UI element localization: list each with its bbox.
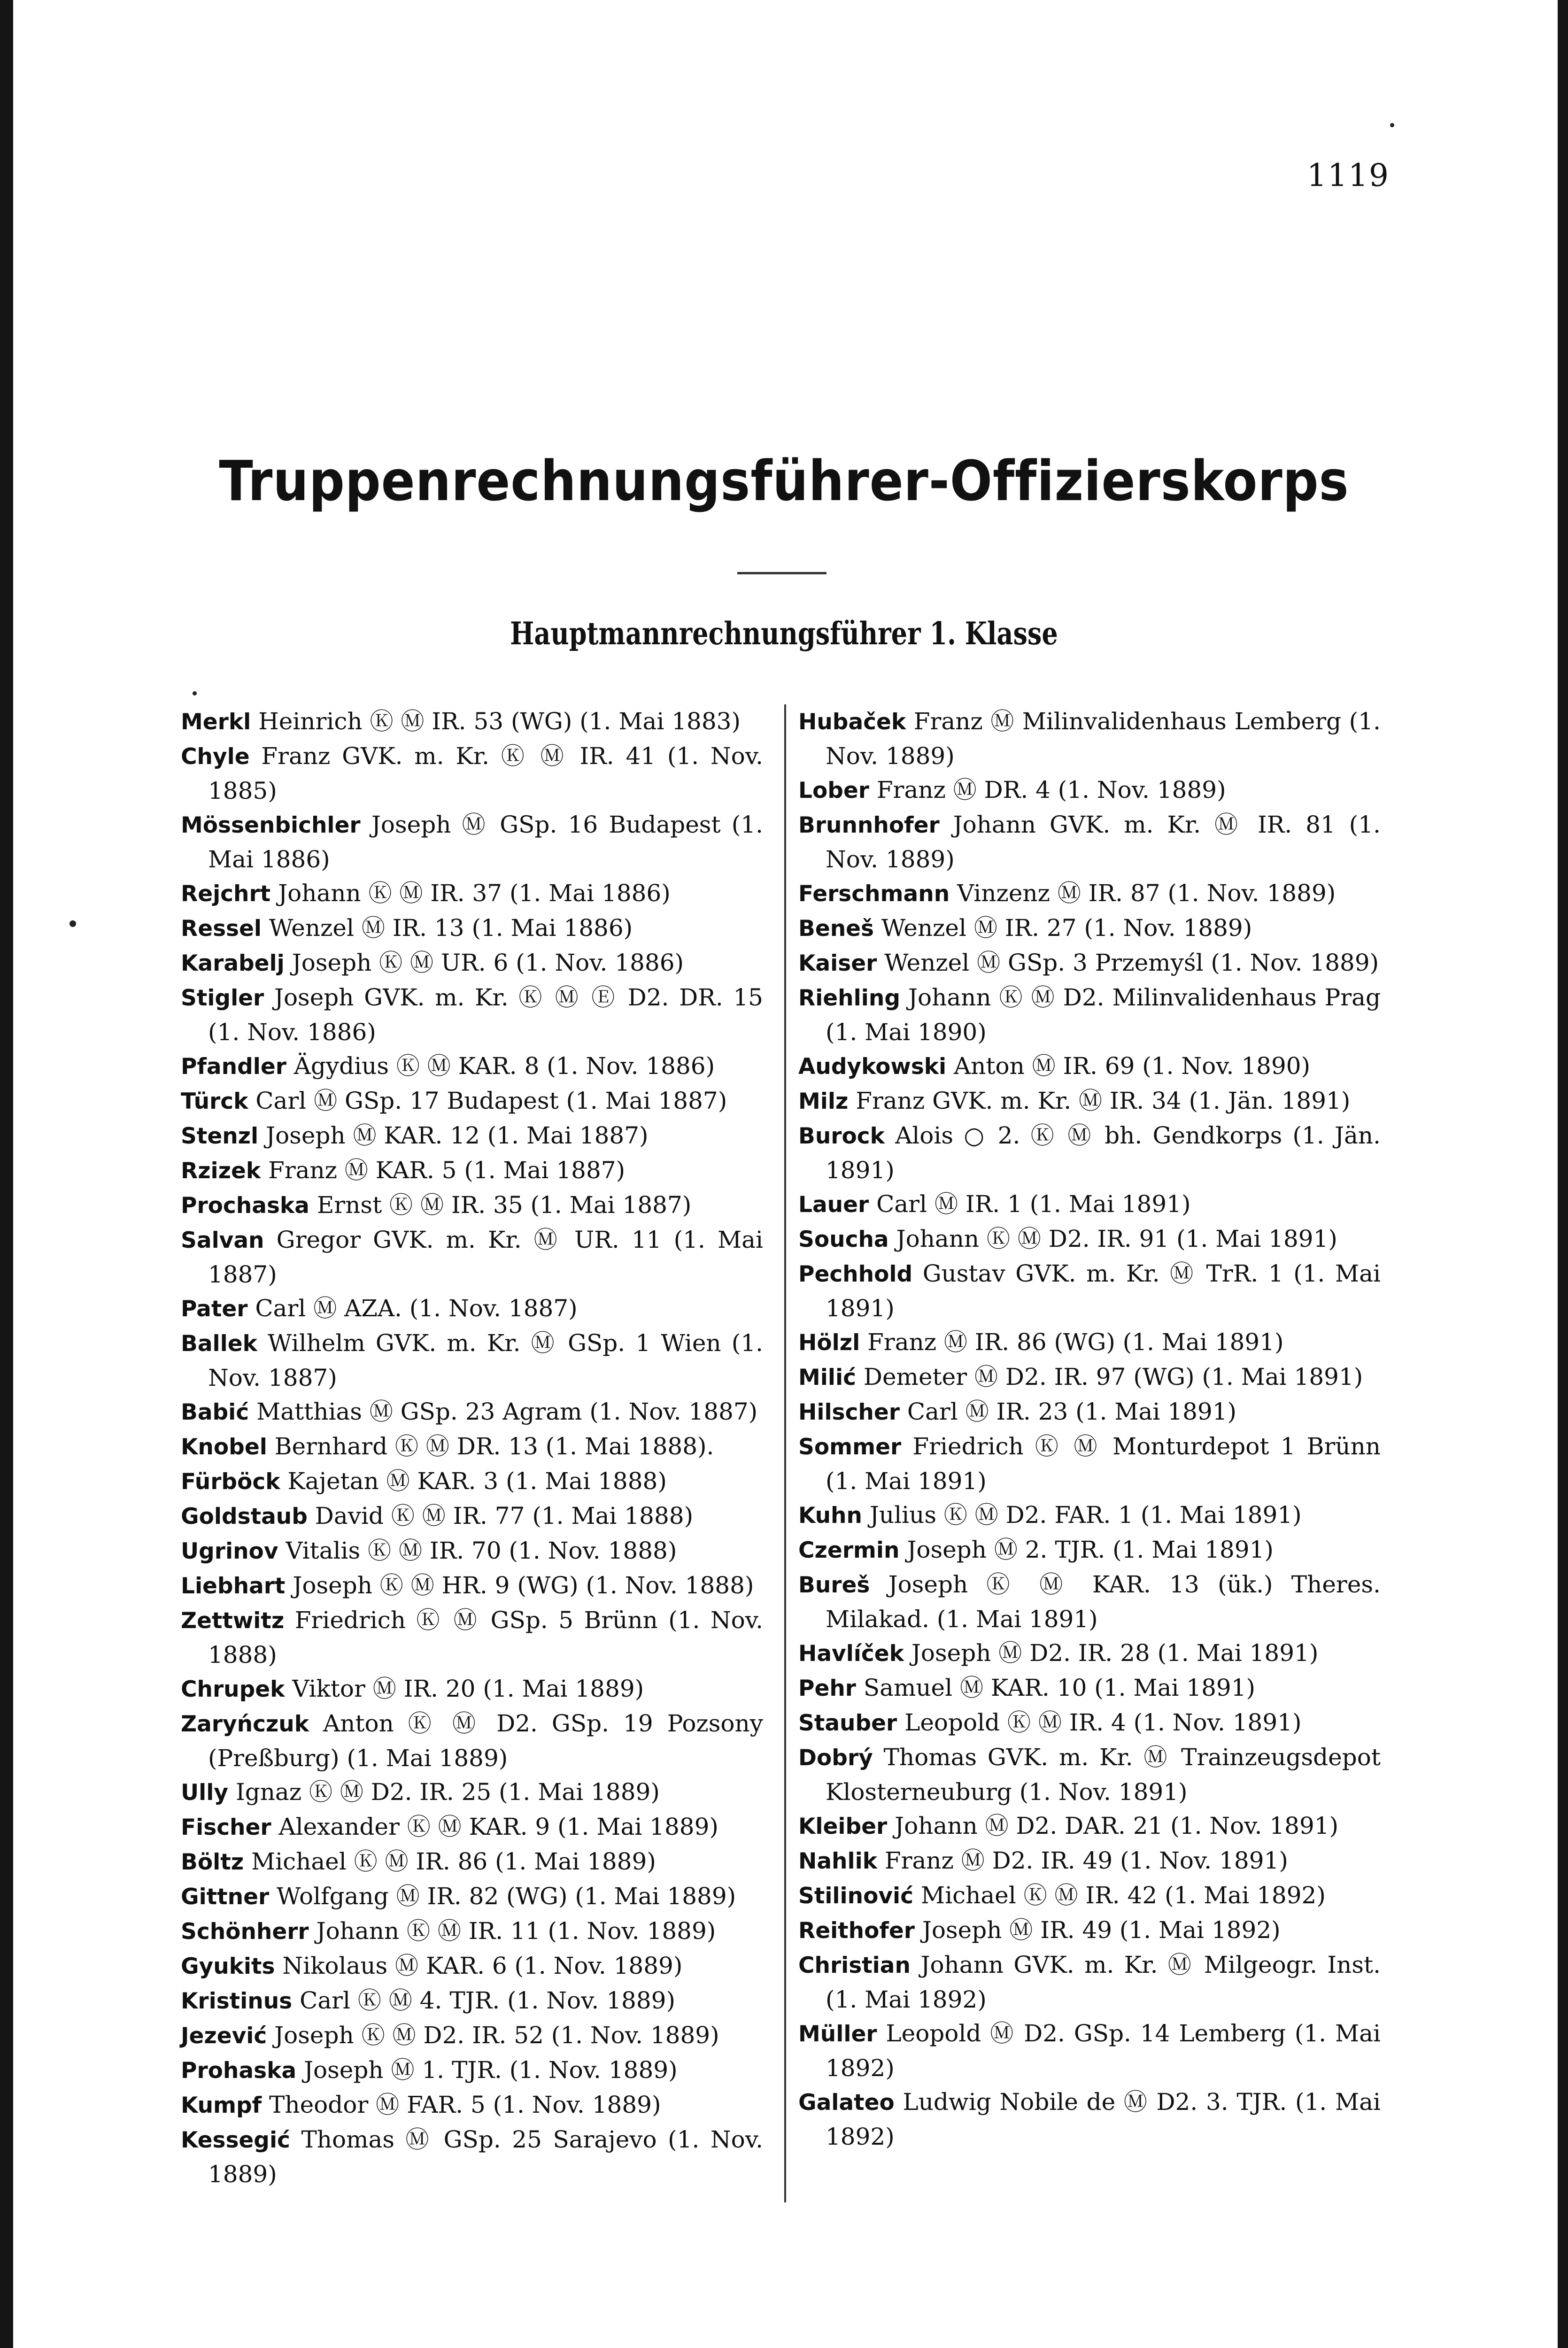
entry-details: Johann GVK. m. Kr. Ⓜ Milgeogr. Inst. (1. Mai 1892) bbox=[826, 1951, 1381, 2013]
entry-details: Alois ○ 2. Ⓚ Ⓜ bh. Gendkorps (1. Jän. 1891) bbox=[826, 1122, 1381, 1184]
entry-surname: Chyle bbox=[181, 744, 250, 770]
entry-surname: Pfandler bbox=[181, 1054, 286, 1080]
entry-surname: Jezević bbox=[181, 2023, 267, 2049]
entry-details: Demeter Ⓜ D2. IR. 97 (WG) (1. Mai 1891) bbox=[863, 1363, 1363, 1390]
entry-details: Joseph Ⓜ 2. TJR. (1. Mai 1891) bbox=[907, 1536, 1274, 1563]
entry-details: Julius Ⓚ Ⓜ D2. FAR. 1 (1. Mai 1891) bbox=[869, 1501, 1302, 1529]
entry-details: Leopold Ⓜ D2. GSp. 14 Lemberg (1. Mai 1892) bbox=[826, 2020, 1381, 2082]
entry-details: Franz Ⓜ KAR. 5 (1. Mai 1887) bbox=[268, 1157, 626, 1184]
list-entry bbox=[798, 1671, 1381, 1706]
scan-border-right bbox=[1558, 0, 1568, 2348]
entry-surname: Prohaska bbox=[181, 2058, 297, 2084]
entry-surname: Rzizek bbox=[181, 1158, 261, 1184]
entry-details: Joseph Ⓜ D2. IR. 28 (1. Mai 1891) bbox=[911, 1639, 1319, 1667]
list-entry bbox=[798, 1222, 1381, 1257]
entry-details: Joseph Ⓜ IR. 49 (1. Mai 1892) bbox=[922, 1916, 1281, 1944]
list-entry bbox=[798, 981, 1381, 1049]
list-entry bbox=[181, 876, 763, 911]
entry-surname: Ferschmann bbox=[798, 881, 950, 907]
entry-details: Anton Ⓚ Ⓜ D2. GSp. 19 Pozsony (Preßburg) (1. Mai 1889) bbox=[208, 1710, 763, 1772]
list-entry bbox=[181, 1429, 763, 1464]
entry-surname: Ressel bbox=[181, 916, 262, 942]
entry-details: Samuel Ⓜ KAR. 10 (1. Mai 1891) bbox=[863, 1674, 1256, 1701]
list-entry bbox=[181, 1879, 763, 1914]
entry-details: Gregor GVK. m. Kr. Ⓜ UR. 11 (1. Mai 1887) bbox=[208, 1226, 763, 1288]
entry-details: Franz GVK. m. Kr. Ⓜ IR. 34 (1. Jän. 1891) bbox=[856, 1087, 1351, 1114]
list-entry bbox=[798, 1636, 1381, 1671]
entry-details: Wenzel Ⓜ IR. 13 (1. Mai 1886) bbox=[269, 914, 633, 942]
entry-surname: Ugrinov bbox=[181, 1538, 278, 1564]
list-entry bbox=[798, 1049, 1381, 1084]
list-entry bbox=[181, 2018, 763, 2053]
entry-surname: Gittner bbox=[181, 1884, 270, 1910]
list-entry bbox=[181, 1534, 763, 1568]
entry-surname: Galateo bbox=[798, 2090, 895, 2116]
entry-details: Franz Ⓜ D2. IR. 49 (1. Nov. 1891) bbox=[884, 1847, 1288, 1874]
list-entry bbox=[798, 1257, 1381, 1325]
list-entry bbox=[181, 2053, 763, 2088]
list-entry bbox=[798, 1913, 1381, 1948]
list-entry bbox=[181, 1223, 763, 1291]
entry-surname: Riehling bbox=[798, 985, 900, 1011]
column-divider bbox=[784, 704, 786, 2202]
entry-details: Wenzel Ⓜ IR. 27 (1. Nov. 1889) bbox=[881, 914, 1252, 942]
entry-details: Johann Ⓚ Ⓜ IR. 37 (1. Mai 1886) bbox=[278, 880, 671, 907]
entry-details: Carl Ⓜ IR. 23 (1. Mai 1891) bbox=[907, 1398, 1237, 1425]
list-entry bbox=[798, 1187, 1381, 1222]
list-entry bbox=[798, 2016, 1381, 2085]
list-entry bbox=[181, 1672, 763, 1707]
list-entry bbox=[798, 773, 1381, 808]
list-entry bbox=[181, 1603, 763, 1672]
list-entry bbox=[798, 1119, 1381, 1187]
list-entry bbox=[798, 1360, 1381, 1395]
entry-surname: Nahlik bbox=[798, 1848, 877, 1874]
entry-details: Ludwig Nobile de Ⓜ D2. 3. TJR. (1. Mai 1892) bbox=[826, 2088, 1381, 2150]
entry-surname: Soucha bbox=[798, 1227, 889, 1252]
entry-surname: Chrupek bbox=[181, 1676, 285, 1702]
entry-surname: Hilscher bbox=[798, 1399, 900, 1425]
entry-details: Franz Ⓜ DR. 4 (1. Nov. 1889) bbox=[876, 776, 1226, 803]
list-entry bbox=[181, 1845, 763, 1879]
list-entry bbox=[181, 704, 763, 739]
list-entry bbox=[181, 946, 763, 981]
entry-details: Friedrich Ⓚ Ⓜ Monturdepot 1 Brünn (1. Mai 1891) bbox=[826, 1433, 1381, 1495]
entry-surname: Böltz bbox=[181, 1849, 244, 1875]
entry-surname: Stenzl bbox=[181, 1123, 259, 1149]
entry-surname: Zaryńczuk bbox=[181, 1711, 309, 1737]
list-entry bbox=[181, 1984, 763, 2018]
list-entry bbox=[798, 1084, 1381, 1119]
list-entry bbox=[798, 1948, 1381, 2016]
entry-details: Joseph Ⓚ Ⓜ KAR. 13 (ük.) Theres. Milakad. (1. Mai 1891) bbox=[826, 1571, 1381, 1633]
entry-details: Johann Ⓜ D2. DAR. 21 (1. Nov. 1891) bbox=[895, 1812, 1339, 1839]
entry-surname: Ballek bbox=[181, 1331, 257, 1357]
list-entry bbox=[181, 1153, 763, 1188]
entry-surname: Pater bbox=[181, 1296, 248, 1322]
title-rule bbox=[737, 572, 826, 574]
entry-details: Wenzel Ⓜ GSp. 3 Przemyśl (1. Nov. 1889) bbox=[884, 949, 1379, 976]
list-entry bbox=[798, 808, 1381, 876]
entry-details: Ignaz Ⓚ Ⓜ D2. IR. 25 (1. Mai 1889) bbox=[235, 1778, 660, 1806]
list-entry bbox=[181, 1568, 763, 1603]
left-column bbox=[181, 704, 763, 2191]
entry-details: Anton Ⓜ IR. 69 (1. Nov. 1890) bbox=[954, 1052, 1311, 1080]
entry-details: Joseph Ⓜ GSp. 16 Budapest (1. Mai 1886) bbox=[208, 811, 763, 873]
entry-details: Johann Ⓚ Ⓜ IR. 11 (1. Nov. 1889) bbox=[316, 1917, 716, 1945]
section-title: Hauptmannrechnungsführer 1. Klasse bbox=[510, 615, 1058, 652]
entry-details: Franz GVK. m. Kr. Ⓚ Ⓜ IR. 41 (1. Nov. 1885) bbox=[208, 742, 763, 804]
entry-details: Joseph GVK. m. Kr. Ⓚ Ⓜ Ⓔ D2. DR. 15 (1. Nov. 1886) bbox=[208, 984, 763, 1046]
entry-surname: Pehr bbox=[798, 1676, 856, 1701]
entry-surname: Gyukits bbox=[181, 1954, 275, 1979]
entry-details: Carl Ⓜ GSp. 17 Budapest (1. Mai 1887) bbox=[255, 1087, 727, 1114]
entry-details: Ernst Ⓚ Ⓜ IR. 35 (1. Mai 1887) bbox=[317, 1191, 692, 1219]
list-entry bbox=[181, 1395, 763, 1429]
entry-surname: Schönherr bbox=[181, 1919, 309, 1945]
entry-details: David Ⓚ Ⓜ IR. 77 (1. Mai 1888) bbox=[315, 1502, 694, 1529]
entry-surname: Karabelj bbox=[181, 950, 285, 976]
right-column bbox=[798, 704, 1381, 2154]
entry-surname: Prochaska bbox=[181, 1193, 309, 1219]
entry-surname: Kaiser bbox=[798, 950, 877, 976]
entry-surname: Havlíček bbox=[798, 1641, 904, 1667]
entry-details: Johann Ⓚ Ⓜ D2. Milinvalidenhaus Prag (1. Mai 1890) bbox=[826, 984, 1381, 1046]
entry-details: Theodor Ⓜ FAR. 5 (1. Nov. 1889) bbox=[269, 2091, 661, 2118]
entry-details: Johann GVK. m. Kr. Ⓜ IR. 81 (1. Nov. 1889) bbox=[826, 811, 1381, 873]
list-entry bbox=[181, 1949, 763, 1984]
list-entry bbox=[181, 1084, 763, 1119]
entry-surname: Pechhold bbox=[798, 1261, 913, 1287]
entry-details: Carl Ⓜ IR. 1 (1. Mai 1891) bbox=[876, 1190, 1191, 1218]
list-entry bbox=[181, 1499, 763, 1534]
entry-details: Joseph Ⓚ Ⓜ HR. 9 (WG) (1. Nov. 1888) bbox=[293, 1572, 754, 1599]
entry-details: Joseph Ⓚ Ⓜ D2. IR. 52 (1. Nov. 1889) bbox=[274, 2022, 719, 2049]
list-entry bbox=[181, 1707, 763, 1775]
list-entry bbox=[181, 1049, 763, 1084]
entry-surname: Lauer bbox=[798, 1192, 869, 1218]
entry-details: Bernhard Ⓚ Ⓜ DR. 13 (1. Mai 1888). bbox=[274, 1433, 714, 1460]
entry-surname: Fürböck bbox=[181, 1469, 280, 1495]
list-entry bbox=[181, 2123, 763, 2191]
list-entry bbox=[798, 1429, 1381, 1498]
entry-surname: Milić bbox=[798, 1365, 856, 1390]
page-title: Truppenrechnungsführer-Offizierskorps bbox=[219, 448, 1349, 513]
list-entry bbox=[798, 876, 1381, 911]
entry-details: Franz Ⓜ IR. 86 (WG) (1. Mai 1891) bbox=[867, 1328, 1284, 1356]
entry-details: Kajetan Ⓜ KAR. 3 (1. Mai 1888) bbox=[287, 1468, 667, 1495]
entry-surname: Knobel bbox=[181, 1434, 267, 1460]
entry-surname: Christian bbox=[798, 1953, 911, 1978]
entry-details: Michael Ⓚ Ⓜ IR. 86 (1. Mai 1889) bbox=[251, 1848, 656, 1875]
scan-border-left bbox=[0, 0, 13, 2348]
entry-surname: Ully bbox=[181, 1780, 229, 1806]
entry-surname: Reithofer bbox=[798, 1918, 915, 1944]
entry-surname: Kessegić bbox=[181, 2127, 290, 2153]
entry-details: Viktor Ⓜ IR. 20 (1. Mai 1889) bbox=[292, 1675, 644, 1702]
entry-surname: Stauber bbox=[798, 1710, 897, 1736]
entry-details: Ägydius Ⓚ Ⓜ KAR. 8 (1. Nov. 1886) bbox=[294, 1052, 715, 1080]
stray-mark bbox=[1390, 123, 1394, 127]
entry-details: Matthias Ⓜ GSp. 23 Agram (1. Nov. 1887) bbox=[256, 1398, 758, 1425]
entry-details: Johann Ⓚ Ⓜ D2. IR. 91 (1. Mai 1891) bbox=[896, 1225, 1337, 1252]
list-entry bbox=[798, 1395, 1381, 1429]
entry-surname: Mössenbichler bbox=[181, 812, 361, 838]
entry-surname: Lober bbox=[798, 778, 869, 803]
list-entry bbox=[798, 1568, 1381, 1636]
entry-surname: Sommer bbox=[798, 1434, 902, 1460]
list-entry bbox=[181, 1775, 763, 1810]
entry-surname: Dobrý bbox=[798, 1745, 873, 1771]
entry-surname: Beneš bbox=[798, 916, 874, 942]
entry-surname: Merkl bbox=[181, 709, 251, 735]
list-entry bbox=[798, 1878, 1381, 1913]
entry-details: Joseph Ⓚ Ⓜ UR. 6 (1. Nov. 1886) bbox=[292, 949, 684, 976]
entry-details: Gustav GVK. m. Kr. Ⓜ TrR. 1 (1. Mai 1891) bbox=[826, 1260, 1381, 1322]
list-entry bbox=[181, 739, 763, 808]
list-entry bbox=[798, 1740, 1381, 1809]
list-entry bbox=[181, 1810, 763, 1845]
entry-details: Carl Ⓜ AZA. (1. Nov. 1887) bbox=[255, 1295, 578, 1322]
entry-surname: Kleiber bbox=[798, 1814, 888, 1839]
entry-surname: Kuhn bbox=[798, 1503, 862, 1529]
entry-surname: Zettwitz bbox=[181, 1608, 285, 1634]
entry-surname: Audykowski bbox=[798, 1054, 947, 1080]
entry-details: Thomas GVK. m. Kr. Ⓜ Trainzeugsdepot Klosterneuburg (1. Nov. 1891) bbox=[826, 1744, 1381, 1806]
entry-surname: Goldstaub bbox=[181, 1504, 308, 1529]
entry-details: Friedrich Ⓚ Ⓜ GSp. 5 Brünn (1. Nov. 1888) bbox=[208, 1607, 763, 1668]
entry-surname: Milz bbox=[798, 1089, 849, 1114]
entry-details: Heinrich Ⓚ Ⓜ IR. 53 (WG) (1. Mai 1883) bbox=[258, 708, 741, 735]
list-entry bbox=[798, 911, 1381, 946]
entry-surname: Hubaček bbox=[798, 709, 906, 735]
stray-mark bbox=[193, 691, 197, 695]
entry-details: Wilhelm GVK. m. Kr. Ⓜ GSp. 1 Wien (1. Nov. 1887) bbox=[208, 1329, 763, 1391]
entry-surname: Bureš bbox=[798, 1572, 870, 1598]
entry-surname: Salvan bbox=[181, 1228, 264, 1253]
list-entry bbox=[798, 1844, 1381, 1878]
entry-surname: Liebhart bbox=[181, 1573, 286, 1599]
entry-details: Wolfgang Ⓜ IR. 82 (WG) (1. Mai 1889) bbox=[277, 1883, 736, 1910]
entry-surname: Burock bbox=[798, 1123, 885, 1149]
entry-surname: Kristinus bbox=[181, 1988, 293, 2014]
entry-surname: Hölzl bbox=[798, 1330, 860, 1356]
list-entry bbox=[181, 2088, 763, 2123]
page-number: 1119 bbox=[1307, 157, 1390, 193]
list-entry bbox=[798, 1533, 1381, 1568]
entry-surname: Brunnhofer bbox=[798, 812, 940, 838]
entry-details: Joseph Ⓜ 1. TJR. (1. Nov. 1889) bbox=[303, 2056, 678, 2084]
list-entry bbox=[181, 1914, 763, 1949]
list-entry bbox=[798, 946, 1381, 981]
list-entry bbox=[181, 1326, 763, 1395]
list-entry bbox=[798, 2085, 1381, 2154]
list-entry bbox=[798, 1809, 1381, 1844]
entry-surname: Babić bbox=[181, 1399, 249, 1425]
entry-details: Franz Ⓜ Milinvalidenhaus Lemberg (1. Nov. 1889) bbox=[826, 708, 1381, 770]
entry-details: Joseph Ⓜ KAR. 12 (1. Mai 1887) bbox=[266, 1122, 649, 1149]
entry-surname: Türck bbox=[181, 1089, 248, 1114]
list-entry bbox=[181, 981, 763, 1049]
list-entry bbox=[181, 911, 763, 946]
entry-surname: Rejchrt bbox=[181, 881, 271, 907]
entry-surname: Czermin bbox=[798, 1537, 900, 1563]
entry-surname: Müller bbox=[798, 2021, 877, 2047]
entry-details: Carl Ⓚ Ⓜ 4. TJR. (1. Nov. 1889) bbox=[300, 1987, 675, 2014]
list-entry bbox=[181, 1119, 763, 1153]
list-entry bbox=[181, 1464, 763, 1499]
entry-surname: Kumpf bbox=[181, 2093, 262, 2118]
list-entry bbox=[798, 1325, 1381, 1360]
list-entry bbox=[181, 1291, 763, 1326]
entry-surname: Stigler bbox=[181, 985, 264, 1011]
stray-mark bbox=[70, 920, 76, 927]
entry-details: Vinzenz Ⓜ IR. 87 (1. Nov. 1889) bbox=[957, 880, 1336, 907]
list-entry bbox=[798, 1498, 1381, 1533]
list-entry bbox=[798, 704, 1381, 773]
entry-details: Nikolaus Ⓜ KAR. 6 (1. Nov. 1889) bbox=[282, 1952, 683, 1979]
list-entry bbox=[798, 1706, 1381, 1740]
entry-surname: Fischer bbox=[181, 1815, 271, 1840]
list-entry bbox=[181, 808, 763, 876]
entry-details: Leopold Ⓚ Ⓜ IR. 4 (1. Nov. 1891) bbox=[904, 1709, 1302, 1736]
entry-details: Michael Ⓚ Ⓜ IR. 42 (1. Mai 1892) bbox=[920, 1882, 1326, 1909]
entry-details: Thomas Ⓜ GSp. 25 Sarajevo (1. Nov. 1889) bbox=[208, 2126, 763, 2188]
entry-surname: Stilinović bbox=[798, 1883, 914, 1909]
list-entry bbox=[181, 1188, 763, 1223]
entry-details: Alexander Ⓚ Ⓜ KAR. 9 (1. Mai 1889) bbox=[278, 1813, 718, 1840]
entry-details: Vitalis Ⓚ Ⓜ IR. 70 (1. Nov. 1888) bbox=[286, 1537, 677, 1564]
